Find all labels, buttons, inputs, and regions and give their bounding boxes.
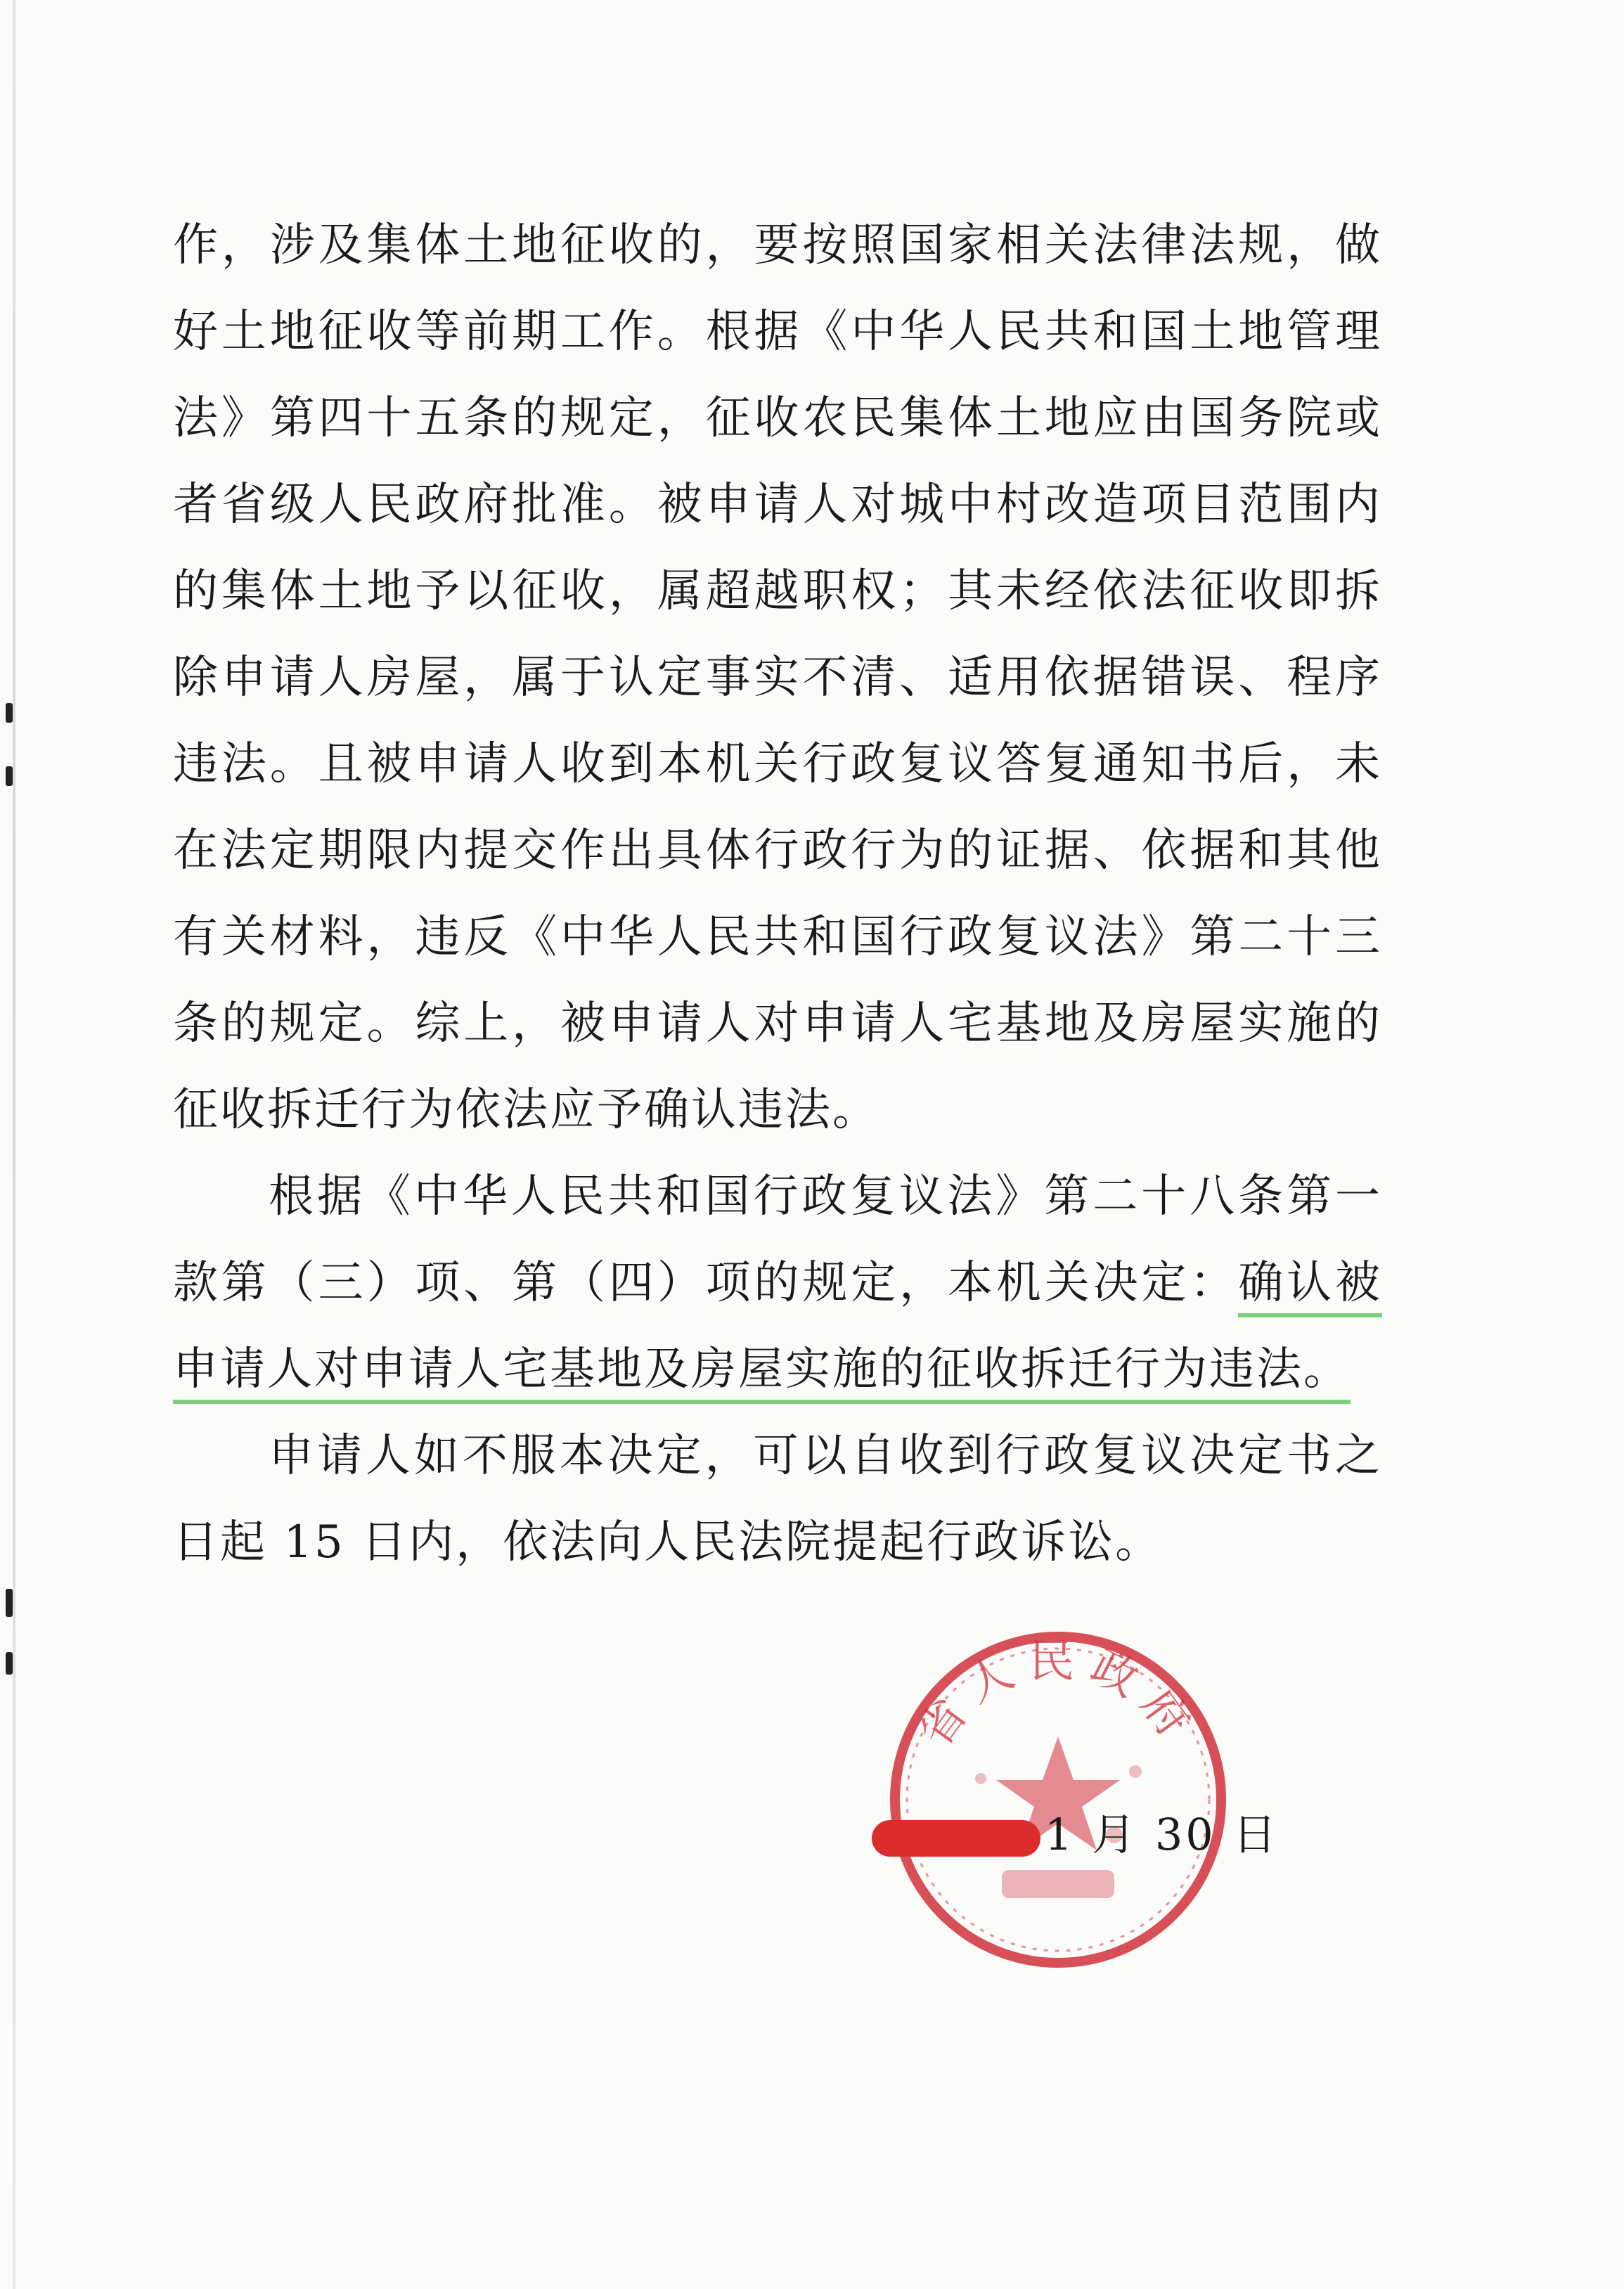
seal-text: 省人民政府 (908, 1636, 1208, 1757)
official-seal-icon (882, 1624, 1234, 1975)
scan-edge (13, 0, 15, 2289)
paragraph-appeal-notice: 申请人如不服本决定，可以自收到行政复议决定书之日起 15 日内，依法向人民法院提起行政诉讼。 (173, 1430, 1382, 1568)
redaction-mark (872, 1820, 1040, 1857)
edge-mark (6, 1652, 13, 1675)
edge-mark (6, 1589, 13, 1617)
paragraph-decision (173, 1154, 1382, 1413)
body-text (173, 202, 1382, 1586)
decision-highlight: 确认被申请人对申请人宅基地及房屋实施的征收拆迁行为违法。 (173, 1257, 1382, 1404)
date-line (872, 1807, 1279, 1863)
decision-basis: 根据《中华人民共和国行政复议法》第二十八条第一款第（三）项、第（四）项的规定，本机关决定： (173, 1171, 1382, 1309)
edge-mark (6, 703, 13, 723)
paragraph-reasoning: 作，涉及集体土地征收的，要按照国家相关法律法规，做好土地征收等前期工作。根据《中华人民共和国土地管理法》第四十五条的规定，征收农民集体土地应由国务院或者省级人民政府批准。被申请人对城中村改造项目范围内的集体土地予以征收，属超越职权；其未经依法征收即拆除申请人房屋，属于认定事实不清、适用依据错误、程序违法。且被申请人收到本机关行政复议答复通知书后，未在法定期限内提交作出具体行政行为的证据、依据和其他有关材料，违反《中华人民共和国行政复议法》第二十三条的规定。综上，被申请人对申请人宅基地及房屋实施的征收拆迁行为依法应予确认违法。 (173, 219, 1382, 1136)
edge-mark (6, 766, 13, 786)
date-text: 1 月 30 日 (1045, 1809, 1280, 1860)
